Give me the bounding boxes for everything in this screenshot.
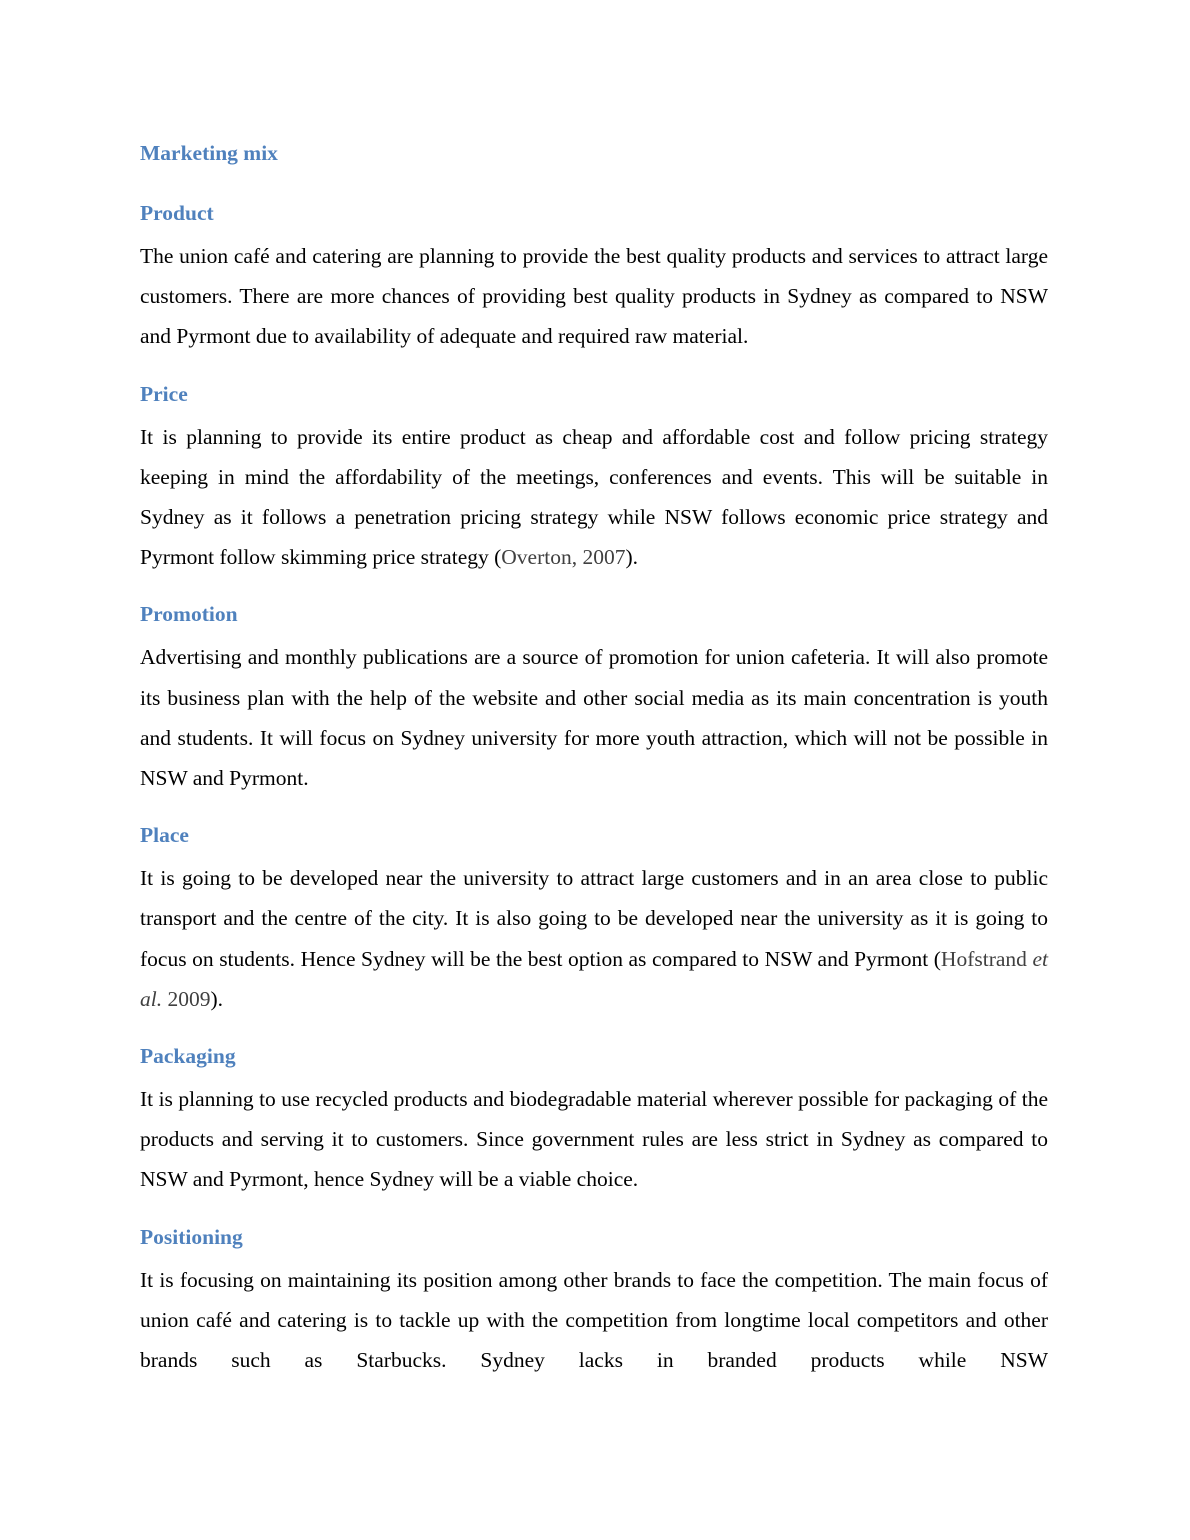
section-heading: Place — [140, 823, 189, 848]
section-price — [140, 377, 1048, 578]
section-product — [140, 196, 1048, 357]
section-heading: Product — [140, 201, 214, 225]
citation: Overton, 2007 — [501, 545, 626, 570]
section-body — [140, 417, 1048, 578]
section-body: Advertising and monthly publications are a source of promotion for union cafeteria. It will also promote its business plan with the help of the website and other social media as its main concentration is youth and students. It will focus on Sydney university for more youth attraction, which will not be possible in NSW and Pyrmont. — [140, 645, 1048, 791]
section-packaging — [140, 1039, 1048, 1200]
section-place — [140, 818, 1048, 1019]
body-end: ). — [210, 986, 224, 1011]
section-heading: Price — [140, 381, 188, 406]
section-body — [140, 858, 1048, 1019]
citation-year: 2009 — [162, 986, 211, 1011]
section-promotion — [140, 597, 1048, 798]
body-text: It is going to be developed near the university to attract large customers and in an area close to public transport and the centre of the city. It is also going to be developed near the university as it is going to focus on students. Hence Sydney will be the best option as compared to NSW and Pyrmont ( — [140, 866, 1048, 971]
section-body: It is planning to use recycled products and biodegradable material wherever possible for packaging of the products and serving it to customers. Since government rules are less strict in Sydney as compared to NSW and Pyrmont, hence Sydney will be a viable choice. — [140, 1087, 1048, 1192]
section-heading: Packaging — [140, 1044, 236, 1069]
citation-etal: et al. — [140, 946, 1048, 1011]
body-end: ). — [625, 545, 639, 570]
section-body: It is focusing on maintaining its position among other brands to face the competition. The main focus of union café and catering is to tackle up with the competition from longtime local competitors and other brands such as Starbucks. Sydney lacks in branded products while NSW — [140, 1267, 1048, 1373]
section-heading: Positioning — [140, 1224, 243, 1249]
citation-author: Hofstrand — [940, 946, 1033, 971]
section-heading: Promotion — [140, 602, 238, 627]
section-positioning — [140, 1220, 1048, 1381]
page-title: Marketing mix — [140, 141, 278, 165]
body-text: It is planning to provide its entire product as cheap and affordable cost and follow pricing strategy keeping in mind the affordability of the meetings, conferences and events. This will be suitable in Sydney as it follows a penetration pricing strategy while NSW follows economic price strategy and Pyrmont follow skimming price strategy ( — [140, 424, 1048, 570]
section-body: The union café and catering are planning to provide the best quality products and services to attract large customers. There are more chances of providing best quality products in Sydney as compared to NSW and Pyrmont due to availability of adequate and required raw material. — [140, 244, 1048, 349]
document-page — [140, 136, 1048, 1380]
